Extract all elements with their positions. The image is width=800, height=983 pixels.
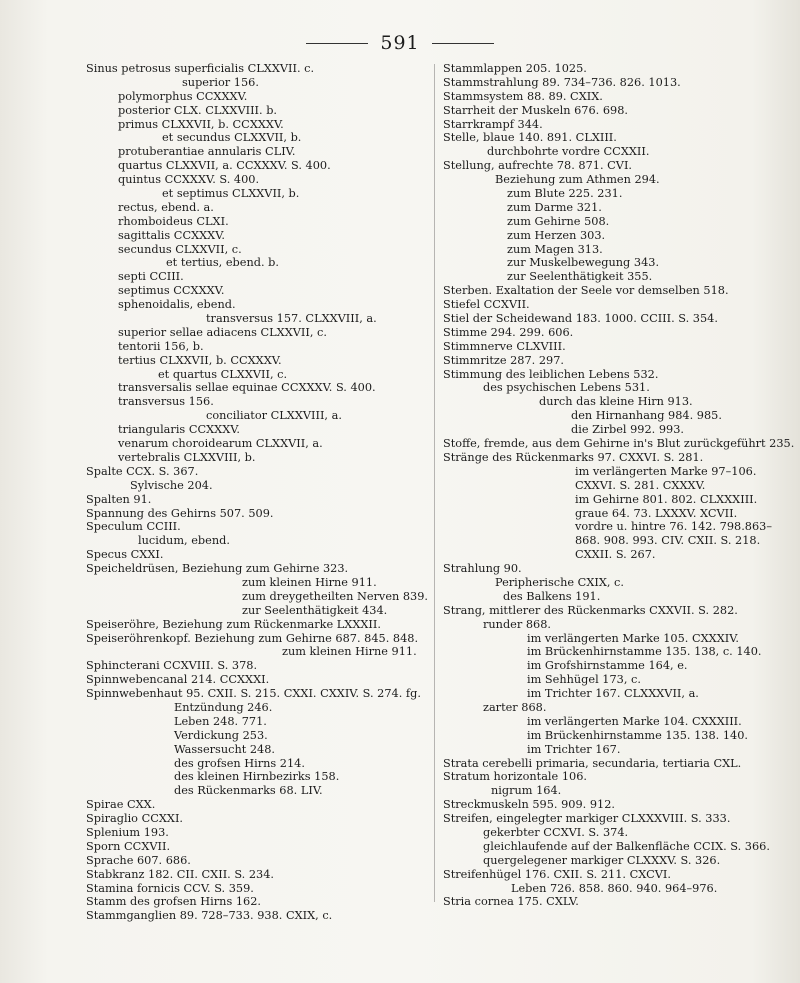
index-entry: zarter 868. — [483, 700, 547, 714]
index-entry: et tertius, ebend. b. — [166, 256, 279, 270]
index-entry: rhomboideus CLXI. — [118, 214, 229, 228]
index-entry: Verdickung 253. — [174, 728, 268, 742]
index-entry: Sinus petrosus superficialis CLXXVII. c. — [86, 62, 315, 75]
index-entry: Spinnwebencanal 214. CCXXXI. — [86, 673, 270, 687]
index-entry: Spalten 91. — [86, 492, 152, 506]
index-entry: graue 64. 73. LXXXV. XCVII. — [575, 506, 738, 520]
index-entry: gleichlaufende auf der Balkenfläche CCIX. S. 366. — [483, 839, 770, 853]
index-entry: im Trichter 167. CLXXXVII, a. — [527, 687, 699, 701]
index-entry: polymorphus CCXXXV. — [118, 89, 248, 103]
index-entry: primus CLXXVII, b. CCXXXV. — [118, 117, 284, 131]
index-entry: des Rückenmarks 68. LIV. — [174, 784, 323, 798]
index-entry: transversus 156. — [118, 395, 214, 409]
index-entry: im Trichter 167. — [527, 742, 621, 756]
index-entry: lucidum, ebend. — [138, 534, 230, 548]
index-entry: Spirae CXX. — [86, 798, 156, 812]
index-entry: zum Gehirne 508. — [507, 214, 610, 228]
index-entry: nigrum 164. — [491, 784, 562, 798]
index-entry: Speicheldrüsen, Beziehung zum Gehirne 323. — [86, 562, 349, 576]
index-entry: Starrkrampf 344. — [443, 117, 543, 131]
index-entry: Peripherische CXIX, c. — [495, 575, 624, 589]
index-entry: Speiseröhre, Beziehung zum Rückenmarke LXXXII. — [86, 617, 381, 631]
index-entry: Stoffe, fremde, aus dem Gehirne in's Blut zurückgeführt 235. — [443, 437, 795, 451]
index-entry: Stammganglien 89. 728–733. 938. CXIX, c. — [86, 909, 333, 923]
index-entry: superior 156. — [182, 75, 259, 89]
index-entry: venarum choroidearum CLXXVII, a. — [118, 437, 323, 451]
index-entry: conciliator CLXXVIII, a. — [206, 409, 342, 423]
column-divider — [434, 64, 435, 902]
index-entry: rectus, ebend. a. — [118, 200, 214, 214]
header-rule-left — [306, 43, 368, 44]
index-entry: Stamina fornicis CCV. S. 359. — [86, 881, 254, 895]
index-entry: Stellung, aufrechte 78. 871. CVI. — [443, 159, 633, 173]
index-entry: den Hirnanhang 984. 985. — [571, 409, 722, 423]
index-entry: gekerbter CCXVI. S. 374. — [483, 825, 629, 839]
index-entry: im verlängerten Marke 97–106. — [575, 464, 757, 478]
index-entry: zum Darme 321. — [507, 200, 602, 214]
index-entry: vertebralis CLXXVIII, b. — [118, 450, 256, 464]
index-entry: des Balkens 191. — [503, 589, 601, 603]
index-entry: Beziehung zum Athmen 294. — [495, 173, 660, 187]
index-entry: Strahlung 90. — [443, 562, 522, 576]
index-entry: zur Muskelbewegung 343. — [507, 256, 660, 270]
index-entry: Sphincterani CCXVIII. S. 378. — [86, 659, 258, 673]
index-entry: Stammlappen 205. 1025. — [443, 62, 587, 75]
index-entry: Stiel der Scheidewand 183. 1000. CCIII. S. 354. — [443, 312, 718, 326]
index-entry: zum Magen 313. — [507, 242, 603, 256]
index-entry: CXXVI. S. 281. CXXXV. — [575, 478, 706, 492]
index-entry: Stimmritze 287. 297. — [443, 353, 564, 367]
index-entry: Stria cornea 175. CXLV. — [443, 895, 579, 909]
index-entry: CXXII. S. 267. — [575, 548, 656, 562]
index-entry: triangularis CCXXXV. — [118, 423, 241, 437]
index-entry: Streifen, eingelegter markiger CLXXXVIII. S. 333. — [443, 812, 731, 826]
index-entry: Splenium 193. — [86, 825, 169, 839]
index-entry: Stammsystem 88. 89. CXIX. — [443, 89, 603, 103]
index-entry: im Brückenhirnstamme 135. 138. 140. — [527, 728, 749, 742]
index-entry: posterior CLX. CLXXVIII. b. — [118, 103, 278, 117]
index-entry: Spalte CCX. S. 367. — [86, 464, 199, 478]
index-entry: die Zirbel 992. 993. — [571, 423, 685, 437]
index-entry: Sporn CCXVII. — [86, 839, 171, 853]
index-entry: transversalis sellae equinae CCXXXV. S. 400. — [118, 381, 376, 395]
index-entry: Stimmung des leiblichen Lebens 532. — [443, 367, 659, 381]
index-entry: im verlängerten Marke 104. CXXXIII. — [527, 714, 742, 728]
index-entry: des psychischen Lebens 531. — [483, 381, 650, 395]
index-entry: Spinnwebenhaut 95. CXII. S. 215. CXXI. CXXIV. S. 274. fg. — [86, 687, 421, 701]
index-entry: et secundus CLXXVII, b. — [162, 131, 302, 145]
index-entry: runder 868. — [483, 617, 552, 631]
index-entry: im Brückenhirnstamme 135. 138, c. 140. — [527, 645, 762, 659]
index-entry: Stimmnerve CLXVIII. — [443, 339, 566, 353]
index-entry: Stränge des Rückenmarks 97. CXXVI. S. 281. — [443, 450, 704, 464]
index-entry: zum Herzen 303. — [507, 228, 606, 242]
index-entry: sagittalis CCXXXV. — [118, 228, 225, 242]
index-entry: quartus CLXXVII, a. CCXXXV. S. 400. — [118, 159, 331, 173]
index-entry: Streifenhügel 176. CXII. S. 211. CXCVI. — [443, 867, 671, 881]
index-entry: Spannung des Gehirns 507. 509. — [86, 506, 274, 520]
index-entry: septi CCIII. — [118, 270, 184, 284]
index-entry: Specus CXXI. — [86, 548, 164, 562]
index-entry: quergelegener markiger CLXXXV. S. 326. — [483, 853, 721, 867]
index-entry: Stammstrahlung 89. 734–736. 826. 1013. — [443, 75, 681, 89]
index-entry: secundus CLXXVII, c. — [118, 242, 242, 256]
index-entry: Stelle, blaue 140. 891. CLXIII. — [443, 131, 617, 145]
index-column-left — [86, 62, 429, 923]
index-entry: Speiseröhrenkopf. Beziehung zum Gehirne 687. 845. 848. — [86, 631, 419, 645]
index-entry: zum Blute 225. 231. — [507, 187, 623, 201]
index-entry: Speculum CCIII. — [86, 520, 181, 534]
page-header — [0, 32, 800, 54]
index-entry: protuberantiae annularis CLIV. — [118, 145, 296, 159]
index-entry: im verlängerten Marke 105. CXXXIV. — [527, 631, 739, 645]
index-entry: Leben 726. 858. 860. 940. 964–976. — [511, 881, 718, 895]
index-entry: zum dreygetheilten Nerven 839. — [242, 589, 429, 603]
index-entry: 868. 908. 993. CIV. CXII. S. 218. — [575, 534, 761, 548]
header-rule-right — [432, 43, 494, 44]
index-entry: im Gehirne 801. 802. CLXXXIII. — [575, 492, 758, 506]
index-entry: Stamm des grofsen Hirns 162. — [86, 895, 261, 909]
index-entry: des kleinen Hirnbezirks 158. — [174, 770, 340, 784]
index-entry: quintus CCXXXV. S. 400. — [118, 173, 260, 187]
index-entry: Strata cerebelli primaria, secundaria, tertiaria CXL. — [443, 756, 742, 770]
index-entry: Strang, mittlerer des Rückenmarks CXXVII. S. 282. — [443, 603, 738, 617]
index-entry: Sterben. Exaltation der Seele vor demselben 518. — [443, 284, 729, 298]
index-entry: tentorii 156, b. — [118, 339, 204, 353]
index-entry: Stabkranz 182. CII. CXII. S. 234. — [86, 867, 275, 881]
index-entry: Streckmuskeln 595. 909. 912. — [443, 798, 615, 812]
index-entry: zur Seelenthätigkeit 355. — [507, 270, 653, 284]
page-number: 591 — [380, 32, 420, 54]
index-entry: Wassersucht 248. — [174, 742, 276, 756]
index-column-right — [443, 62, 795, 909]
index-entry: et quartus CLXXVII, c. — [158, 367, 288, 381]
index-entry: sphenoidalis, ebend. — [118, 298, 236, 312]
index-entry: des grofsen Hirns 214. — [174, 756, 305, 770]
index-entry: Stratum horizontale 106. — [443, 770, 587, 784]
index-entry: zum kleinen Hirne 911. — [282, 645, 417, 659]
index-entry: im Grofshirnstamme 164, e. — [527, 659, 688, 673]
index-entry: durch das kleine Hirn 913. — [539, 395, 693, 409]
index-entry: im Sehhügel 173, c. — [527, 673, 641, 687]
index-entry: Starrheit der Muskeln 676. 698. — [443, 103, 628, 117]
index-entry: Stimme 294. 299. 606. — [443, 325, 574, 339]
index-entry: Leben 248. 771. — [174, 714, 267, 728]
index-entry: Entzündung 246. — [174, 700, 273, 714]
index-entry: transversus 157. CLXXVIII, a. — [206, 312, 377, 326]
index-entry: tertius CLXXVII, b. CCXXXV. — [118, 353, 282, 367]
index-entry: vordre u. hintre 76. 142. 798.863– — [575, 520, 772, 534]
index-entry: Spiraglio CCXXI. — [86, 812, 183, 826]
index-entry: et septimus CLXXVII, b. — [162, 187, 300, 201]
index-entry: superior sellae adiacens CLXXVII, c. — [118, 325, 327, 339]
index-entry: zur Seelenthätigkeit 434. — [242, 603, 388, 617]
index-entry: zum kleinen Hirne 911. — [242, 575, 377, 589]
index-entry: Sylvische 204. — [130, 478, 213, 492]
index-entry: durchbohrte vordre CCXXII. — [487, 145, 650, 159]
index-entry: septimus CCXXXV. — [118, 284, 225, 298]
index-entry: Sprache 607. 686. — [86, 853, 191, 867]
index-entry: Stiefel CCXVII. — [443, 298, 530, 312]
